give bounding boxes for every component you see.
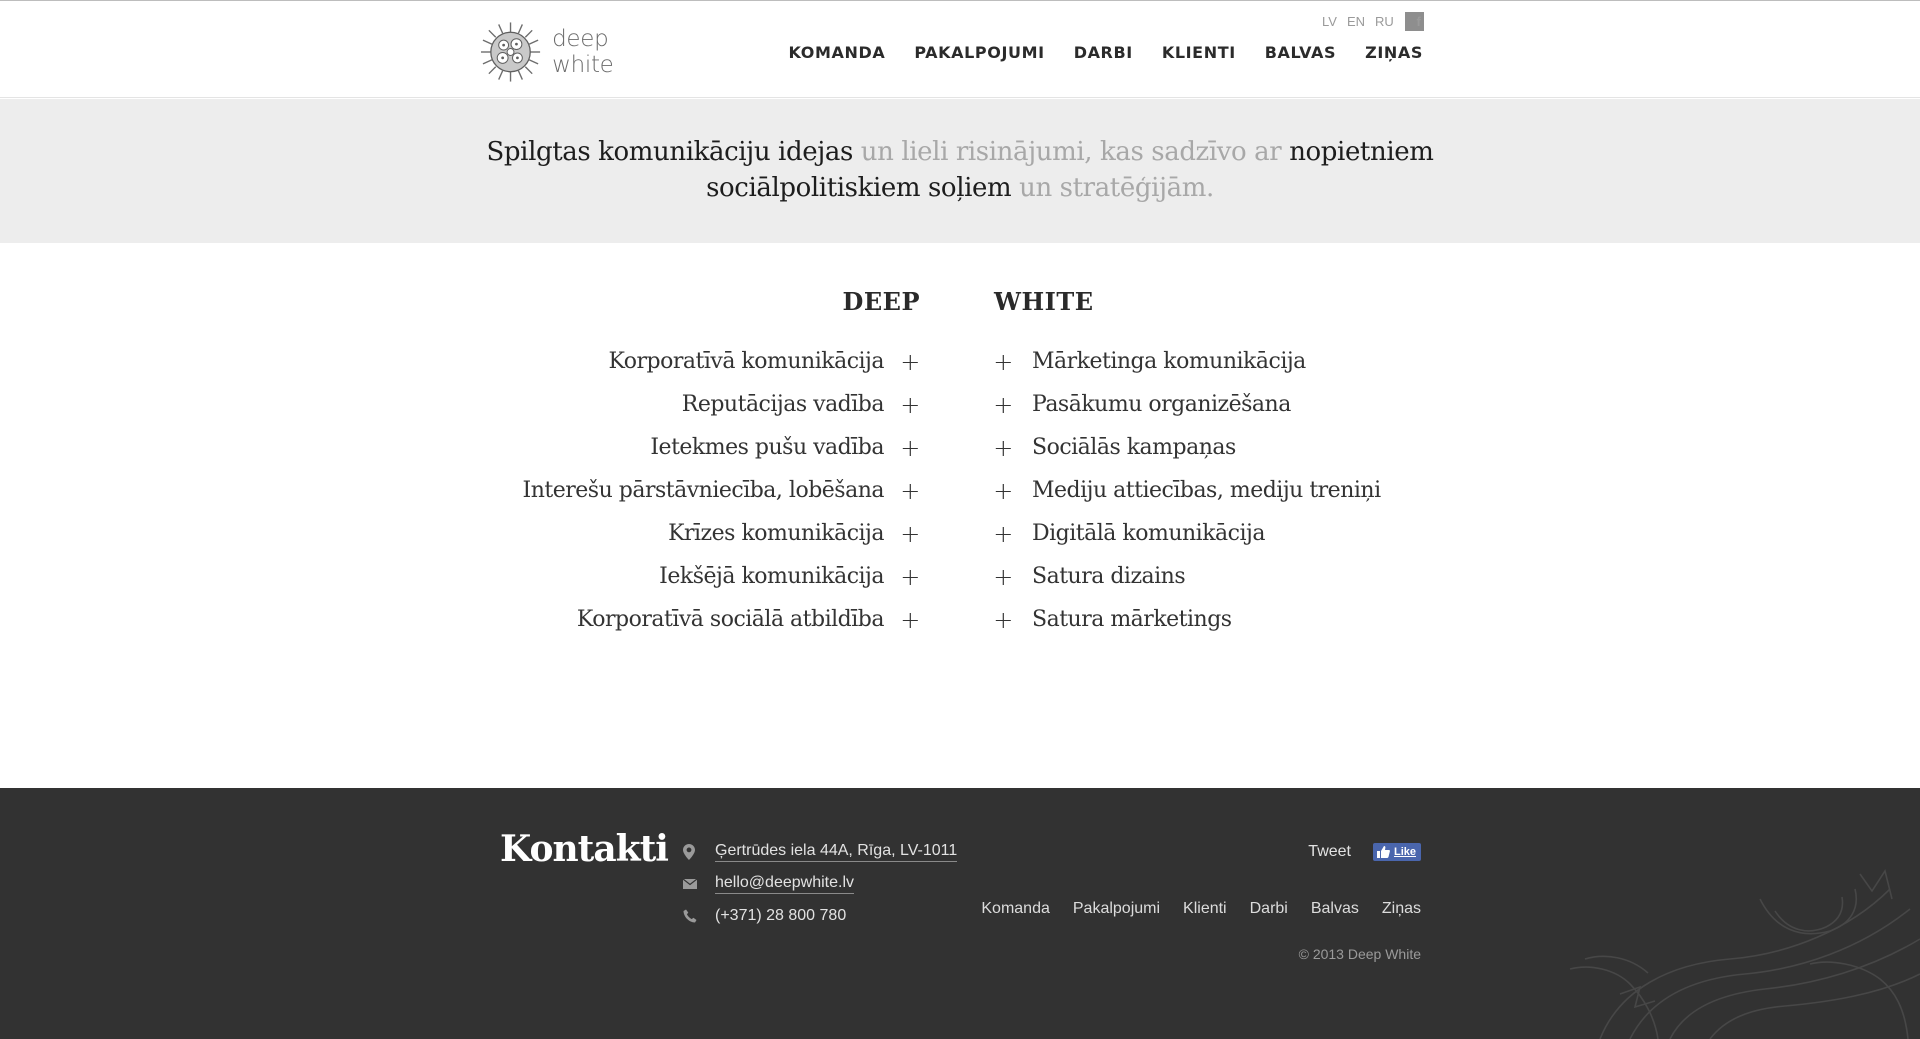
deep-service-item[interactable] [523, 598, 920, 641]
footer-nav-balvas[interactable]: Balvas [1310, 900, 1359, 917]
nav-darbi[interactable]: DARBI [1073, 43, 1133, 62]
service-label: Korporatīvā sociālā atbildība [576, 607, 884, 632]
thumbs-up-icon [1377, 846, 1390, 858]
service-label: Korporatīvā komunikācija [608, 349, 884, 374]
white-service-item[interactable] [993, 383, 1381, 426]
like-label: Like [1393, 846, 1416, 858]
plus-icon[interactable]: + [993, 433, 1013, 462]
address-link[interactable]: Ģertrūdes iela 44A, Rīga, LV-1011 [715, 842, 957, 862]
plus-icon[interactable]: + [993, 390, 1013, 419]
white-service-item[interactable] [993, 512, 1381, 555]
plus-icon[interactable]: + [900, 562, 920, 591]
nav-pakalpojumi[interactable]: PAKALPOJUMI [914, 43, 1045, 62]
location-pin-icon [683, 844, 705, 860]
deep-service-item[interactable] [523, 555, 920, 598]
white-service-item[interactable] [993, 598, 1381, 641]
language-switcher [1322, 12, 1424, 31]
contact-email [683, 868, 957, 900]
lang-ru[interactable]: RU [1375, 14, 1394, 29]
nav-klienti[interactable]: KLIENTI [1161, 43, 1236, 62]
service-label: Krīzes komunikācija [668, 521, 884, 546]
logo-link[interactable] [479, 20, 675, 84]
phone-icon [683, 908, 705, 924]
service-label: Pasākumu organizēšana [1032, 392, 1291, 417]
social-buttons [1308, 843, 1421, 861]
white-service-item[interactable] [993, 340, 1381, 383]
spiky-sphere-logo-icon [479, 20, 542, 84]
nav-balvas[interactable]: BALVAS [1264, 43, 1337, 62]
lang-en[interactable]: EN [1346, 14, 1365, 29]
lang-lv[interactable]: LV [1322, 14, 1337, 29]
footer-nav-klienti[interactable]: Klienti [1183, 900, 1227, 917]
service-label: Satura dizains [1032, 564, 1186, 589]
service-label: Reputācijas vadība [681, 392, 884, 417]
copyright: © 2013 Deep White [1298, 946, 1421, 962]
plus-icon[interactable]: + [993, 476, 1013, 505]
nav-zinas[interactable]: ZIŅAS [1365, 43, 1423, 62]
plus-icon[interactable]: + [993, 519, 1013, 548]
service-label: Ietekmes pušu vadība [650, 435, 884, 460]
plus-icon[interactable]: + [900, 476, 920, 505]
main-nav [788, 43, 1423, 62]
hero-text-dark-2: nopietniem sociālpolitiskiem soļiem [706, 137, 1434, 203]
phone-number: (+371) 28 800 780 [715, 907, 847, 924]
white-service-item[interactable] [993, 469, 1381, 512]
facebook-icon[interactable]: f [1405, 12, 1424, 31]
plus-icon[interactable]: + [993, 562, 1013, 591]
footer-nav [981, 900, 1421, 918]
footer-nav-zinas[interactable]: Ziņas [1381, 900, 1421, 917]
plus-icon[interactable]: + [900, 390, 920, 419]
deep-column-title: DEEP [842, 287, 920, 316]
service-label: Digitālā komunikācija [1032, 521, 1265, 546]
email-link[interactable]: hello@deepwhite.lv [715, 874, 854, 894]
contact-address [683, 836, 957, 868]
service-label: Sociālās kampaņas [1032, 435, 1236, 460]
deep-service-item[interactable] [523, 426, 920, 469]
contacts-title: Kontakti [500, 828, 668, 870]
plus-icon[interactable]: + [993, 605, 1013, 634]
deep-service-item[interactable] [523, 383, 920, 426]
service-label: Satura mārketings [1032, 607, 1232, 632]
white-service-item[interactable] [993, 426, 1381, 469]
footer-nav-komanda[interactable]: Komanda [981, 900, 1050, 917]
facebook-like-button[interactable] [1373, 843, 1421, 861]
deep-services-list [523, 340, 920, 641]
service-label: Iekšējā komunikācija [659, 564, 884, 589]
hero-text-dark-1: Spilgtas komunikāciju idejas [486, 137, 853, 167]
white-column-title: WHITE [994, 287, 1094, 316]
envelope-icon [683, 876, 705, 892]
nav-komanda[interactable]: KOMANDA [788, 43, 886, 62]
plus-icon[interactable]: + [900, 433, 920, 462]
contact-phone [683, 900, 957, 932]
contact-list [683, 836, 957, 932]
service-label: Mediju attiecības, mediju treniņi [1032, 478, 1381, 503]
logo-text: deep white [552, 26, 614, 78]
deep-service-item[interactable] [523, 340, 920, 383]
deep-service-item[interactable] [523, 512, 920, 555]
service-label: Interešu pārstāvniecība, lobēšana [522, 478, 884, 503]
tweet-button[interactable]: Tweet [1308, 843, 1351, 860]
deep-service-item[interactable] [523, 469, 920, 512]
site-header [0, 1, 1920, 98]
white-services-list [993, 340, 1381, 641]
footer-nav-darbi[interactable]: Darbi [1249, 900, 1288, 917]
plus-icon[interactable]: + [900, 347, 920, 376]
footer-nav-pakalpojumi[interactable]: Pakalpojumi [1072, 900, 1161, 917]
plus-icon[interactable]: + [993, 347, 1013, 376]
plus-icon[interactable]: + [900, 605, 920, 634]
site-footer [0, 788, 1920, 1039]
hero-text-light-2: un stratēģijām. [1011, 173, 1214, 203]
white-service-item[interactable] [993, 555, 1381, 598]
plus-icon[interactable]: + [900, 519, 920, 548]
service-label: Mārketinga komunikācija [1032, 349, 1306, 374]
decorative-sketch-graphic [1560, 869, 1920, 1039]
hero-banner [0, 99, 1920, 243]
hero-text-light-1: un lieli risinājumi, kas sadzīvo ar [852, 137, 1290, 167]
hero-tagline [460, 134, 1460, 206]
